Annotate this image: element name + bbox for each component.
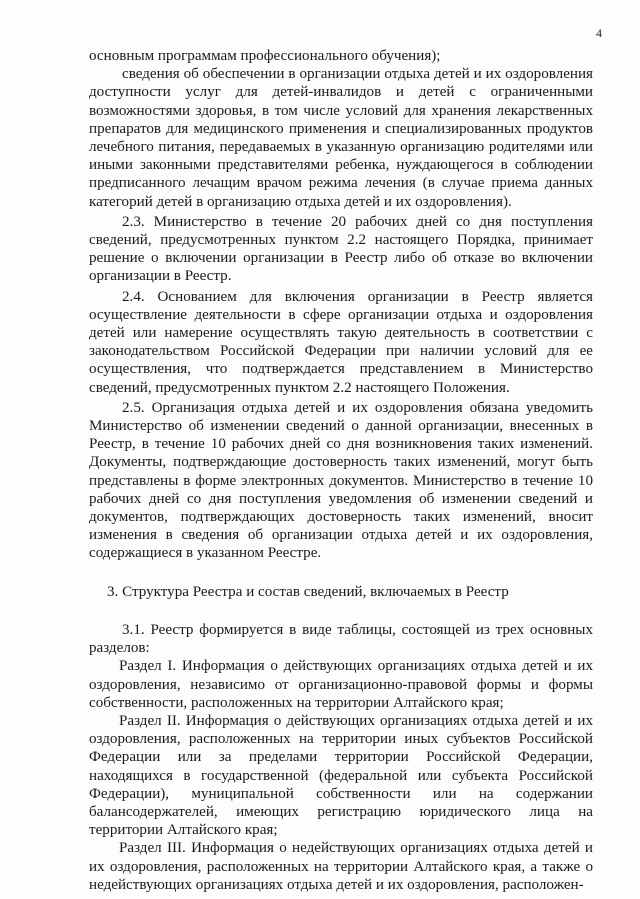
page-number: 4 — [596, 26, 602, 40]
document-body — [89, 47, 593, 894]
paragraph-2-3: 2.3. Министерство в течение 20 рабочих дней со дня поступления сведений, предусмотренных пунктом 2.2 настоящего Порядка, принимает решение о включении организации в Реестр либо об отказе во включении организации в Реестр. — [89, 213, 593, 285]
paragraph-section-3: Раздел III. Информация о недействующих организациях отдыха детей и их оздоровления, расположенных на территории Алтайского края, а также о недействующих организациях отдыха детей и их оздоровления, расположен- — [89, 840, 593, 893]
paragraph-2-4: 2.4. Основанием для включения организации в Реестр является осуществление деятельности в сфере организации отдыха и оздоровления детей или намерение осуществлять такую деятельность в соответствии с законодательством Российской Федерации при наличии условий для ее осуществления, что подтверждается представлением в Министерство сведений, предусмотренных пунктом 2.2 настоящего Положения. — [89, 288, 593, 396]
section-heading: 3. Структура Реестра и состав сведений, включаемых в Реестр — [107, 583, 509, 600]
paragraph-continuation: основным программам профессионального обучения); — [89, 48, 441, 64]
paragraph-section-2: Раздел II. Информация о действующих организациях отдыха детей и их оздоровления, расположенных на территории иных субъектов Российской Федерации или за пределами территории Российской Федерации, находящихся в государственной (федеральной или субъекта Российской Федерации), муниципальной собственности или на содержании балансодержателей, имеющих регистрацию юридического лица на территории Алтайского края; — [89, 712, 593, 839]
paragraph-2-5: 2.5. Организация отдыха детей и их оздоровления обязана уведомить Министерство об изменении сведений о данной организации, внесенных в Реестр, в течение 10 рабочих дней со дня возникновения таких изменений. Документы, подтверждающие достоверность таких изменений, могут быть представлены в форме электронных документов. Министерство в течение 10 рабочих дней со дня поступления уведомления об изменении сведений и документов, подтверждающих достоверность таких изменений, вносит изменения в сведения об организации отдыха детей и их оздоровления, содержащиеся в указанном Реестре. — [89, 399, 593, 562]
paragraph-3-1: 3.1. Реестр формируется в виде таблицы, состоящей из трех основных разделов: — [89, 621, 593, 657]
paragraph-section-1: Раздел I. Информация о действующих организациях отдыха детей и их оздоровления, независимо от организационно-правовой формы и формы собственности, расположенных на территории Алтайского края; — [89, 658, 593, 711]
paragraph-accessibility-info: сведения об обеспечении в организации отдыха детей и их оздоровления доступности услуг для детей-инвалидов и детей с ограниченными возможностями здоровья, в том числе условий для хранения лекарственных препаратов для медицинского применения и специализированных продуктов лечебного питания, передаваемых в указанную организацию родителями или иными законными представителями ребенка, нуждающегося в соблюдении предписанного лечащим врачом режима лечения (в случае приема данных категорий детей в организацию отдыха детей и их оздоровления). — [89, 66, 593, 210]
